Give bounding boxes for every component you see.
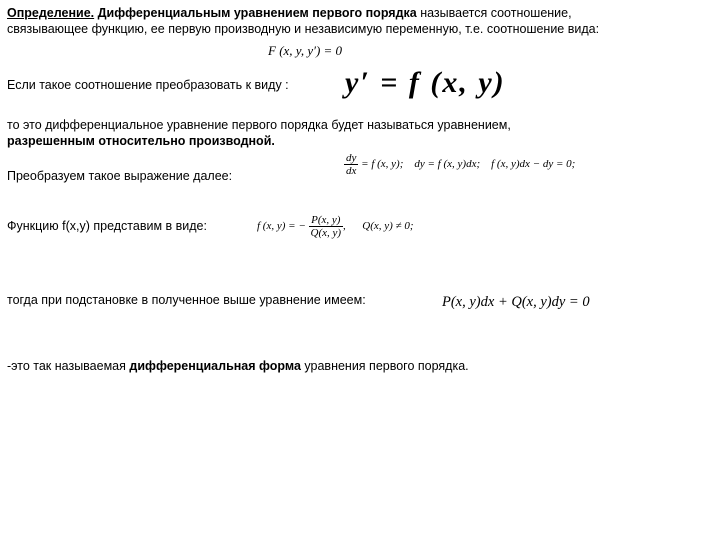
then-line: то это дифференциальное уравнение первого порядка будет называться уравнением, <box>7 118 511 132</box>
fraction-denominator: dx <box>346 165 357 177</box>
final-post: уравнения первого порядка. <box>300 359 469 373</box>
definition-bold: Дифференциальным уравнением первого порядка <box>94 6 417 20</box>
final-line <box>7 359 469 374</box>
transform-line: Если такое соотношение преобразовать к виду : <box>7 78 289 92</box>
eq3-rest1: = f (x, y); <box>361 158 404 171</box>
fraction-numerator: dy <box>346 152 357 164</box>
definition-rest: называется соотношение, <box>416 6 572 20</box>
eq3-part2: dy = f (x, y)dx; <box>414 158 481 171</box>
definition-term: Определение. <box>7 6 95 20</box>
function-line: Функцию f(x,y) представим в виде: <box>7 219 207 233</box>
final-bold: дифференциальная форма <box>129 359 301 373</box>
derivative-fraction <box>344 152 358 177</box>
equation-differential-steps <box>344 152 575 177</box>
equation-general: F (x, y, y′) = 0 <box>268 43 343 58</box>
eq4-rest: Q(x, y) ≠ 0; <box>362 220 414 233</box>
fraction-numerator: P(x, y) <box>309 214 344 227</box>
equation-representation: f (x, y) = − $\frac{P(x, y)}{Q(x, y)}$ , Q(x, y) ≠ 0; <box>257 214 414 239</box>
fraction-denominator: Q(x, y) <box>310 227 342 239</box>
definition-line-2: связывающее функцию, ее первую производную и независимую переменную, т.е. соотношение вида: <box>7 22 600 36</box>
final-pre: -это так называемая <box>7 359 130 373</box>
eq4-lhs: f (x, y) = − <box>257 220 306 233</box>
equation-differential-form: P(x, y)dx + Q(x, y)dy = 0 <box>442 294 590 310</box>
eq3-part3: f (x, y)dx − dy = 0; <box>491 158 576 171</box>
definition-line <box>7 6 572 21</box>
pq-fraction <box>309 214 344 239</box>
transform-line-2: Преобразуем такое выражение далее: <box>7 169 233 183</box>
resolved-line: разрешенным относительно производной. <box>7 134 275 148</box>
equation-explicit: y′ = f (x, y) <box>345 66 506 99</box>
substitution-line: тогда при подстановке в полученное выше уравнение имеем: <box>7 293 366 307</box>
